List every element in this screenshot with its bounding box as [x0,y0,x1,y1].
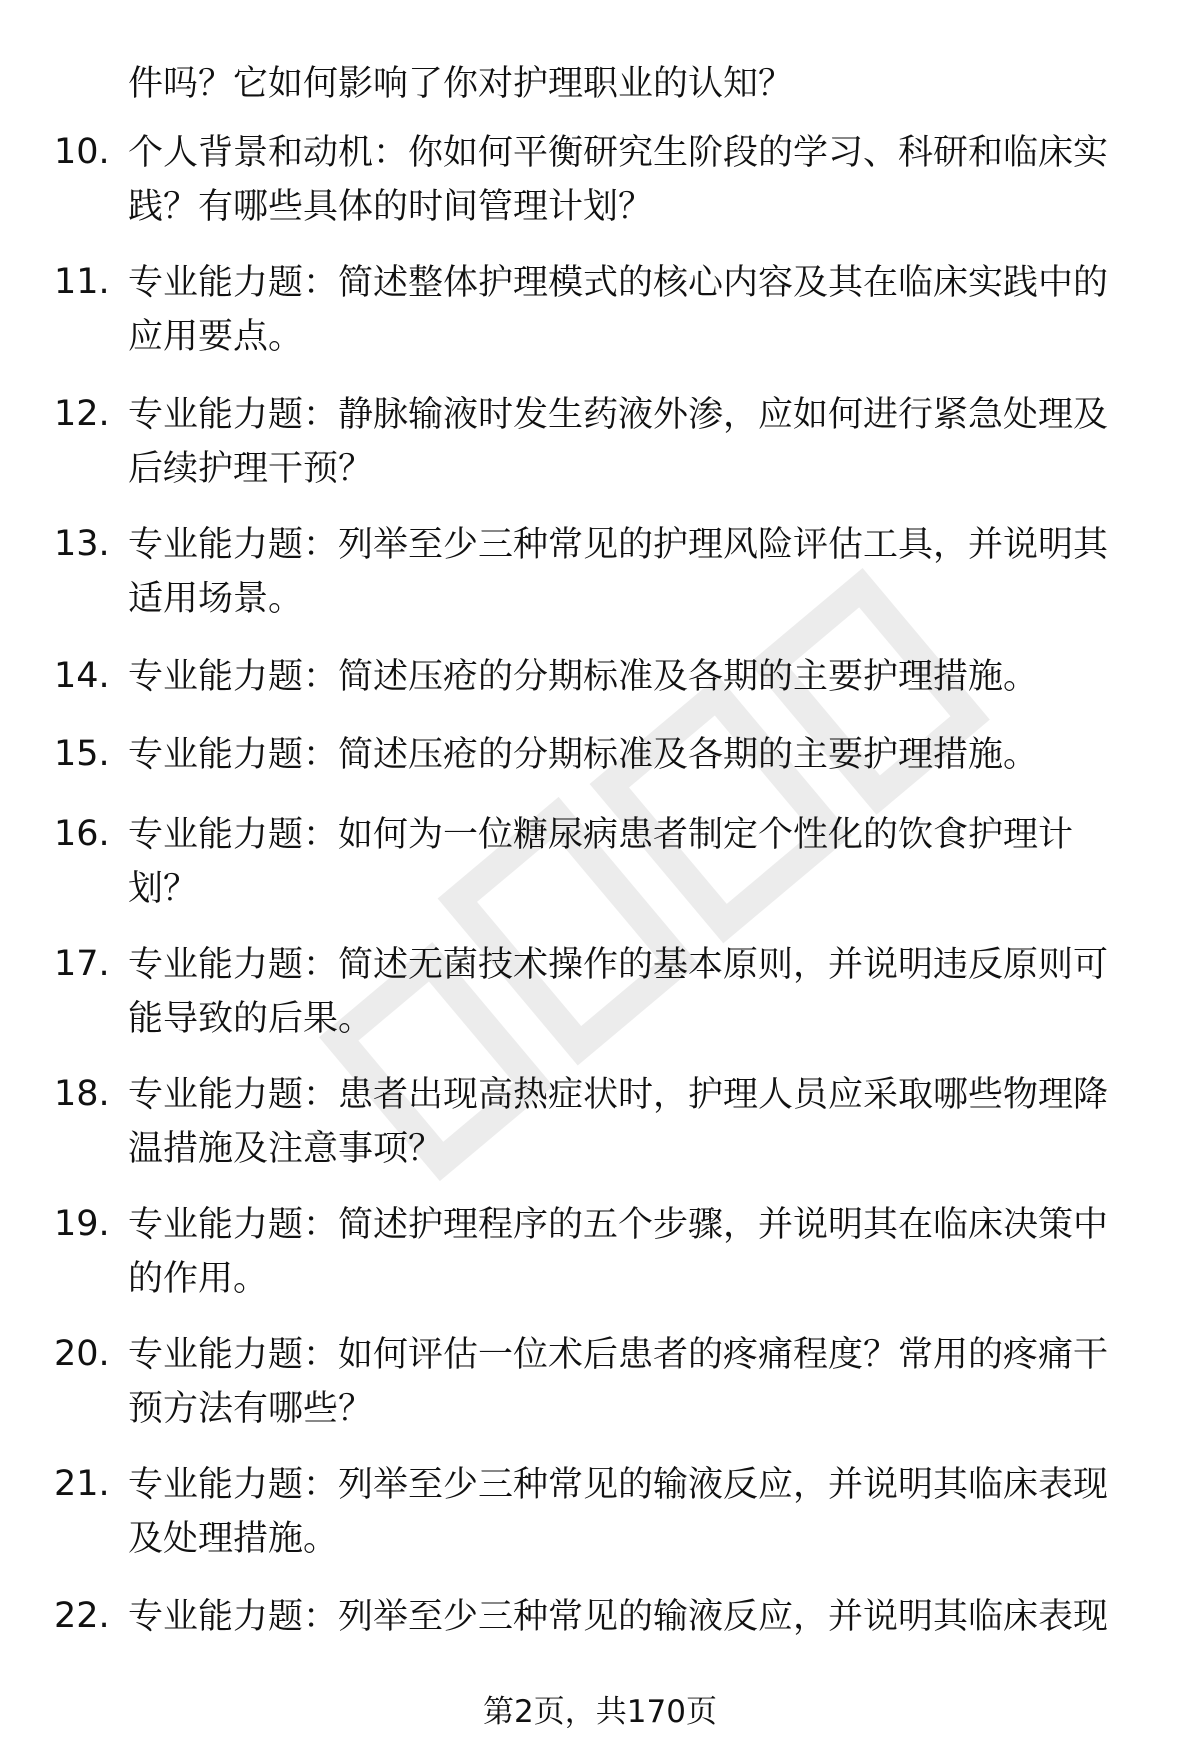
question-number: 10. [54,132,110,172]
question-number: 15. [54,734,110,774]
question-number: 14. [54,656,110,696]
question-number: 21. [54,1464,110,1504]
question-number: 12. [54,394,110,434]
question-text: 专业能力题：简述压疮的分期标准及各期的主要护理措施。 [128,657,1039,697]
question-number: 18. [54,1074,110,1114]
question-number: 20. [54,1334,110,1374]
question-text: 专业能力题：简述整体护理模式的核心内容及其在临床实践中的应用要点。 [128,263,1109,357]
question-text: 专业能力题：患者出现高热症状时，护理人员应采取哪些物理降温措施及注意事项？ [128,1075,1109,1169]
question-text: 专业能力题：简述压疮的分期标准及各期的主要护理措施。 [128,735,1039,775]
question-number: 22. [54,1596,110,1636]
question-text: 专业能力题：如何为一位糖尿病患者制定个性化的饮食护理计划？ [128,815,1074,909]
question-number: 16. [54,814,110,854]
question-text: 专业能力题：列举至少三种常见的输液反应，并说明其临床表现 [128,1597,1109,1637]
question-text: 个人背景和动机：你如何平衡研究生阶段的学习、科研和临床实践？有哪些具体的时间管理计划？ [128,133,1109,227]
question-number: 19. [54,1204,110,1244]
question-text: 专业能力题：列举至少三种常见的护理风险评估工具，并说明其适用场景。 [128,525,1109,619]
question-text: 专业能力题：如何评估一位术后患者的疼痛程度？常用的疼痛干预方法有哪些？ [128,1335,1109,1429]
question-number: 17. [54,944,110,984]
continued-question-text: 件吗？它如何影响了你对护理职业的认知？ [128,64,794,104]
page-footer: 第2页，共170页 [483,1694,717,1730]
question-text: 专业能力题：列举至少三种常见的输液反应，并说明其临床表现及处理措施。 [128,1465,1109,1559]
question-text: 专业能力题：简述护理程序的五个步骤，并说明其在临床决策中的作用。 [128,1205,1109,1299]
question-number: 11. [54,262,110,302]
question-text: 专业能力题：静脉输液时发生药液外渗，应如何进行紧急处理及后续护理干预？ [128,395,1109,489]
question-text: 专业能力题：简述无菌技术操作的基本原则，并说明违反原则可能导致的后果。 [128,945,1109,1039]
question-number: 13. [54,524,110,564]
